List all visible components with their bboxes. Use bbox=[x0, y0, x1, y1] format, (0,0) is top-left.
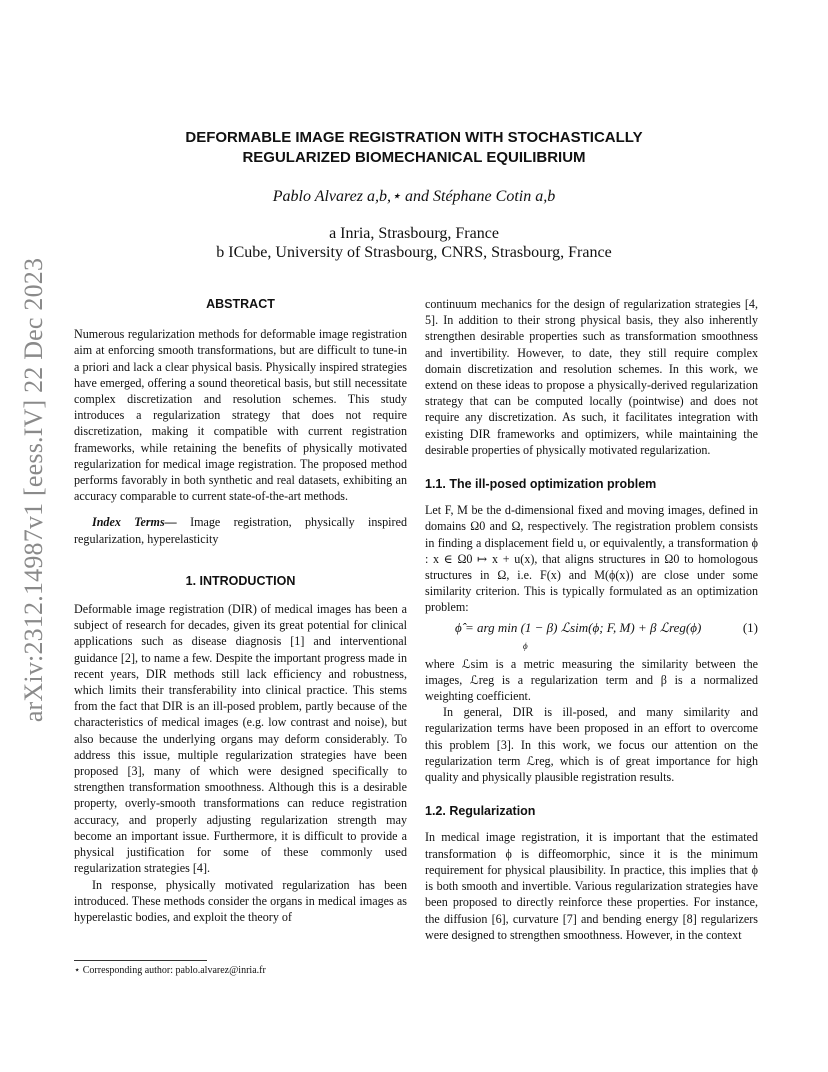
subsection-1-1-heading: 1.1. The ill-posed optimization problem bbox=[425, 477, 657, 492]
equation-body: ϕ̂ = arg min (1 − β) ℒsim(ϕ; F, M) + β ℒreg(ϕ) bbox=[455, 619, 702, 635]
equation-1 bbox=[425, 616, 758, 650]
right-column bbox=[425, 296, 758, 943]
subsection-1-1-paragraph-2: where ℒsim is a metric measuring the similarity between the images, ℒreg is a regularization term and β is a normalized weighting coefficient. bbox=[425, 656, 758, 704]
index-terms-label: Index Terms— bbox=[92, 515, 177, 530]
index-terms bbox=[74, 514, 407, 546]
left-column bbox=[74, 296, 407, 925]
abstract-text: Numerous regularization methods for deformable image registration aim at enforcing smooth transformations, but are difficult to tune-in a priori and lack a clear physical basis. Physically inspired strategies have emerged, offering a sound theoretical basis, but still necessitate complex discretization and resolution schemes. This study introduces a regularization strategy that does not require discretization, making it compatible with current registration frameworks, while retaining the benefits of physically motivated regularization for medical image registration. The proposed method performs favorably in both synthetic and real datasets, exhibiting an accuracy comparable to current state-of-the-art methods. bbox=[74, 327, 407, 504]
index-terms-text: Image registration, physically inspired regularization, hyperelasticity bbox=[74, 515, 407, 546]
intro-paragraph-2: In response, physically motivated regularization has been introduced. These methods consider the organs in medical images as hyperelastic bodies, and exploit the theory of bbox=[74, 877, 407, 924]
abstract-heading: ABSTRACT bbox=[206, 297, 275, 311]
footnote: ⋆ Corresponding author: pablo.alvarez@inria.fr bbox=[74, 965, 266, 976]
affiliation-1: a Inria, Strasbourg, France bbox=[329, 225, 499, 242]
equation-argmin-subscript: ϕ bbox=[523, 640, 528, 651]
paper-title bbox=[110, 128, 718, 168]
intro-paragraph-1: Deformable image registration (DIR) of medical images has been a subject of research for decades, given its great potential for clinical applications such as disease diagnosis [1] and interventional guidance [2], to name a few. Despite the important progress made in recent years, DIR methods still lack efficiency and robustness, which limits their transferability into clinical practice. This stems from the fact that DIR is an ill-posed problem, partly because of the characteristics of medical images (e.g. low contrast and noise), but also because the underlying organs may deform considerably. To address this issue, multiple regularization strategies have been proposed [3], many of which were designed specifically to strengthen transformation smoothness. Although this is a desirable property, overly-smooth transformations can reduce registration accuracy, and properly adjusting regularization strength may become an important issue. Furthermore, it is difficult to provide a physical justification for some of these commonly used regularization strategies [4]. bbox=[74, 602, 407, 876]
subsection-1-1-paragraph-3: In general, DIR is ill-posed, and many similarity and regularization terms have been proposed in an effort to overcome this problem [3]. In this work, we focus our attention on the regularization term ℒreg, which is of great importance for high quality and physically plausible registration results. bbox=[425, 705, 758, 785]
title-line-2: REGULARIZED BIOMECHANICAL EQUILIBRIUM bbox=[242, 149, 586, 166]
footnote-rule bbox=[74, 960, 207, 961]
equation-number: (1) bbox=[742, 619, 758, 635]
right-paragraph-1: continuum mechanics for the design of regularization strategies [4, 5]. In addition to their strong physical basis, they also inherently strengthen desirable properties such as transformation smoothness and invertibility. However, to date, they still require complex domain discretization and resolution schemes. In this work, we extend on these ideas to propose a physically-derived regularization strategy that can be computed locally (pointwise) and does not require any discretization. As such, it facilitates integration with existing DIR frameworks and optimizers, while maintaining the desirable properties of physically motivated regularization. bbox=[425, 297, 758, 457]
authors: Pablo Alvarez a,b,⋆ and Stéphane Cotin a,b bbox=[272, 188, 556, 205]
subsection-1-1-paragraph-1: Let F, M be the d-dimensional fixed and moving images, defined in domains Ω0 and Ω, respectively. The registration problem consists in finding a displacement field u, or equivalently, a transformation ϕ : x ∈ Ω0 ↦ x + u(x), that aligns structures in Ω0 to homologous structures in Ω, i.e. F(x) and M(ϕ(x)) are close under some similarity criterion. This is typically formulated as an optimization problem: bbox=[425, 503, 758, 615]
introduction-heading: 1. INTRODUCTION bbox=[185, 573, 296, 588]
affiliation-2: b ICube, University of Strasbourg, CNRS, Strasbourg, France bbox=[216, 244, 612, 261]
subsection-1-2-heading: 1.2. Regularization bbox=[425, 804, 536, 819]
arxiv-stamp: arXiv:2312.14987v1 [eess.IV] 22 Dec 2023 bbox=[19, 257, 48, 723]
title-line-1: DEFORMABLE IMAGE REGISTRATION WITH STOCHASTICALLY bbox=[185, 129, 643, 146]
subsection-1-2-paragraph-1: In medical image registration, it is important that the estimated transformation ϕ is diffeomorphic, since it is the minimum requirement for physical plausibility. In practice, this implies that ϕ is both smooth and invertible. Various regularization strategies have been proposed to directly reinforce these properties. For instance, the diffusion [6], curvature [7] and bending energy [8] regularizers were designed to strengthen smoothness. However, in the context bbox=[425, 830, 758, 942]
